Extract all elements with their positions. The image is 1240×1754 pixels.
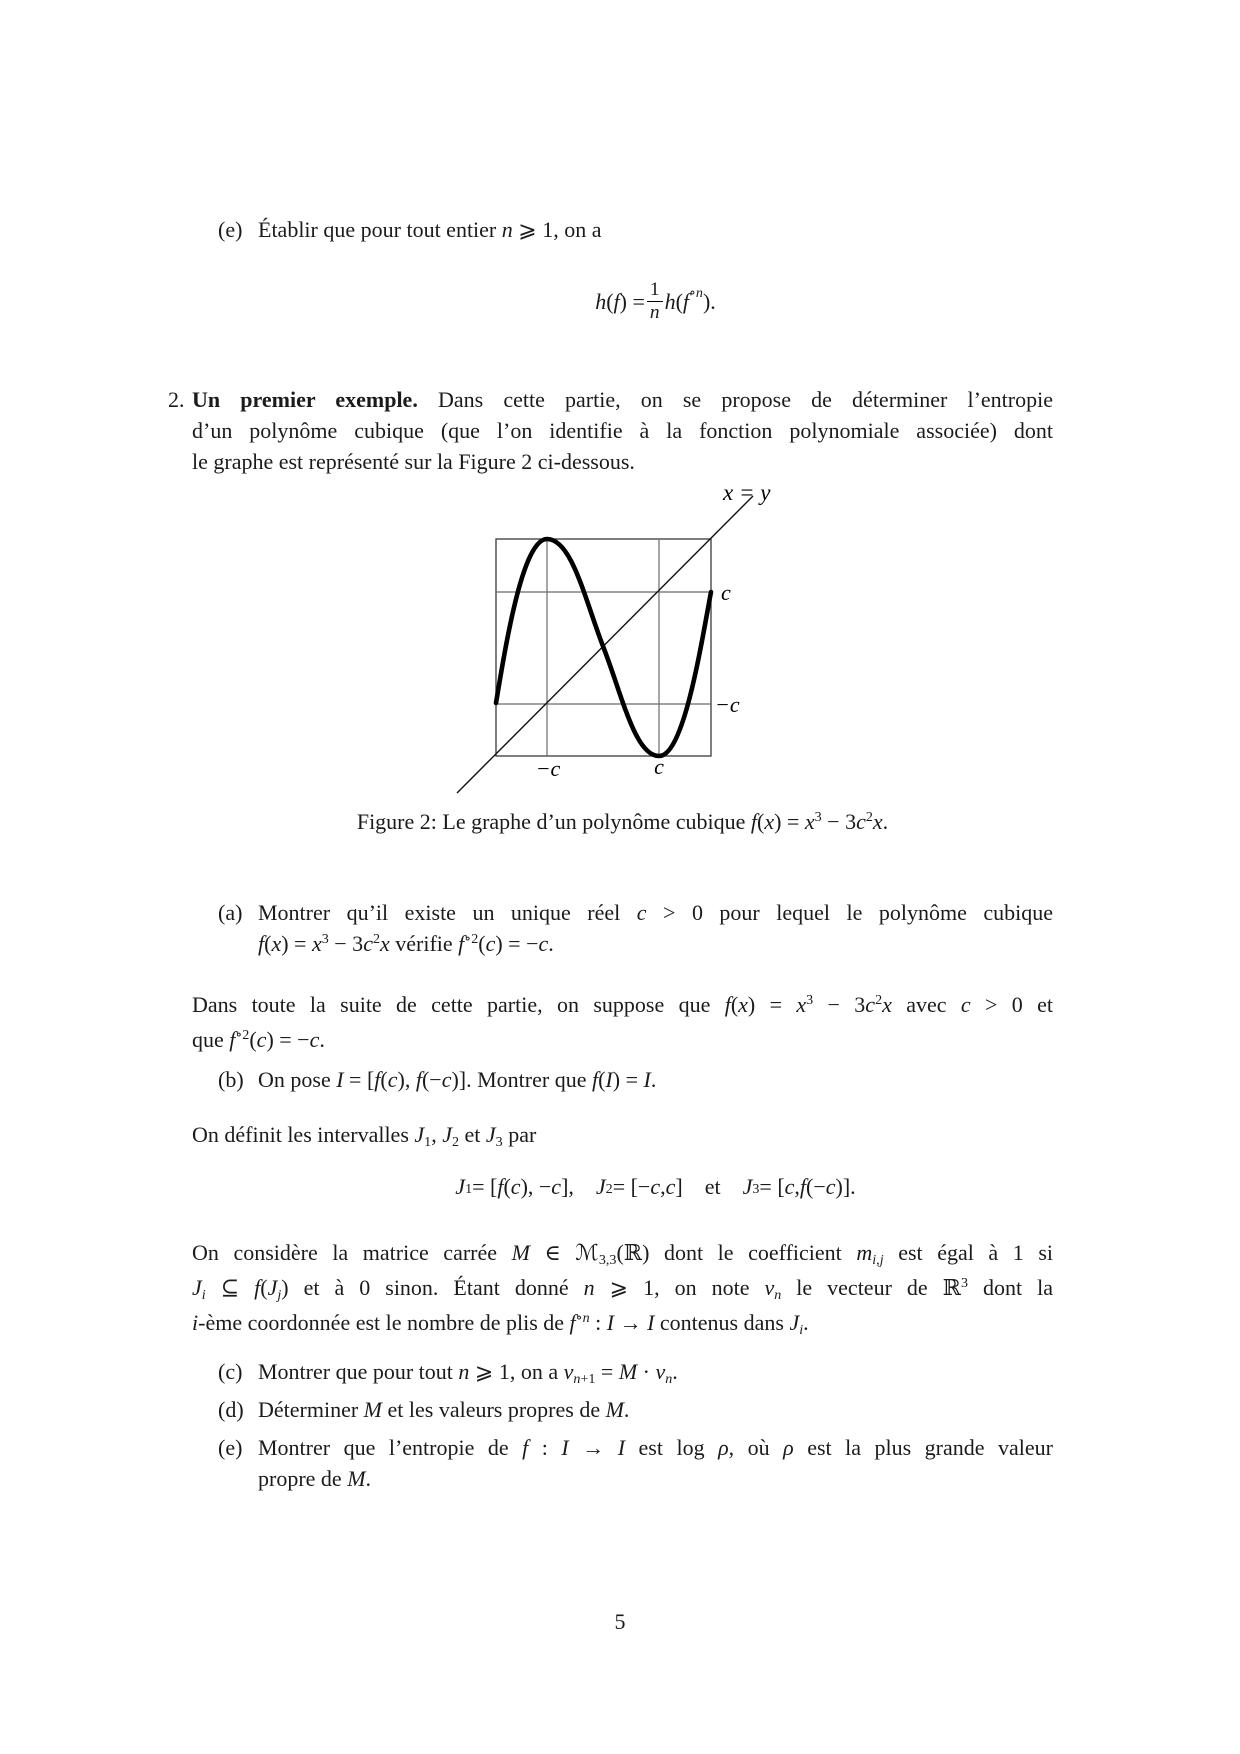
item-text-line: Montrer que l’entropie de f : I → I est log ρ, où ρ est la plus grande valeur (258, 1435, 1054, 1460)
item-b (218, 1064, 1053, 1095)
item-text-line: Montrer que pour tout n ⩾ 1, on a vn+1 = M · vn. (258, 1359, 678, 1387)
paragraph-line: le graphe est représenté sur la Figure 2 ci-dessous. (192, 449, 635, 474)
display-equation-intervals: J 1 = [ f ( c ), − c ], J 2 = [− c , c ] et J 3 = [ c , f (− c )]. (455, 1173, 856, 1199)
label-minus-c-bottom: −c (535, 756, 561, 781)
paragraph-matrix (192, 1237, 1053, 1342)
page-number: 5 (614, 1609, 626, 1634)
paragraph-line: Ji ⊆ f(Jj) et à 0 sinon. Étant donné n ⩾ 1, on note vn le vecteur de ℝ$^3$ dont la (192, 1275, 1053, 1303)
paragraph-line: On considère la matrice carrée M ∈ ℳ3,3(ℝ) dont le coefficient mi,j est égal à 1 si (192, 1240, 1053, 1268)
item-label: (b) (218, 1067, 244, 1092)
item-label: (e) (218, 1435, 243, 1460)
item-a (218, 897, 1053, 963)
figure-caption: Figure 2: Le graphe d’un polynôme cubique $f(x) = x^3 - 3c^2x$. (356, 809, 889, 834)
cubic-curve (496, 539, 711, 756)
paragraph-line: que $f^{\circ 2}(c) = -c$. (192, 1027, 325, 1052)
item-label: (e) (218, 217, 243, 242)
label-c-right: c (721, 580, 731, 605)
paragraph-line: Un premier exemple. Dans cette partie, on se propose de déterminer l’entropie (192, 387, 1054, 412)
item-label: 2. (168, 387, 185, 412)
paragraph-ondefinit (192, 1119, 1053, 1154)
paragraph-suite (192, 989, 1053, 1059)
item-text-line: Déterminer M et les valeurs propres de M. (258, 1397, 630, 1422)
display-equation-entropy: h ( f ) = $\frac{1}{n}$ h ( f ∘n ). (595, 278, 716, 323)
item-label: (d) (218, 1397, 244, 1422)
paragraph-line: On définit les intervalles J1, J2 et J3 par (192, 1122, 537, 1150)
item-text-line: Établir que pour tout entier n ⩾ 1, on a (258, 217, 602, 242)
item-d (218, 1394, 1053, 1425)
item-e-top (218, 214, 1053, 245)
item-label: (a) (218, 900, 243, 925)
paragraph-line: d’un polynôme cubique (que l’on identifie à la fonction polynomiale associée) dont (192, 418, 1053, 443)
item-label: (c) (218, 1359, 243, 1384)
item-text-line: Montrer qu’il existe un unique réel c > 0 pour lequel le polynôme cubique (258, 900, 1053, 925)
item-text-line: propre de M. (258, 1466, 372, 1491)
paragraph-line: i-ème coordonnée est le nombre de plis de $f^{\circ n}$ : I → I contenus dans Ji. (192, 1310, 809, 1338)
item-c (218, 1356, 1053, 1391)
label-c-bottom: c (654, 754, 664, 779)
item-e-bottom (218, 1432, 1053, 1494)
identity-line-label: x = y (723, 480, 771, 505)
figure-2-graph (425, 462, 825, 802)
identity-line (457, 496, 753, 793)
paragraph-line: Dans toute la suite de cette partie, on suppose que $f(x) = x^3 - 3c^2x$ avec c > 0 et (192, 992, 1054, 1017)
item-text-line: On pose I = [f(c), f(−c)]. Montrer que f(I) = I. (258, 1067, 657, 1092)
label-minus-c-right: −c (715, 692, 740, 717)
item-text-line: $f(x) = x^3 - 3c^2x$ vérifie $f^{\circ 2}(c) = -c$. (258, 931, 554, 956)
